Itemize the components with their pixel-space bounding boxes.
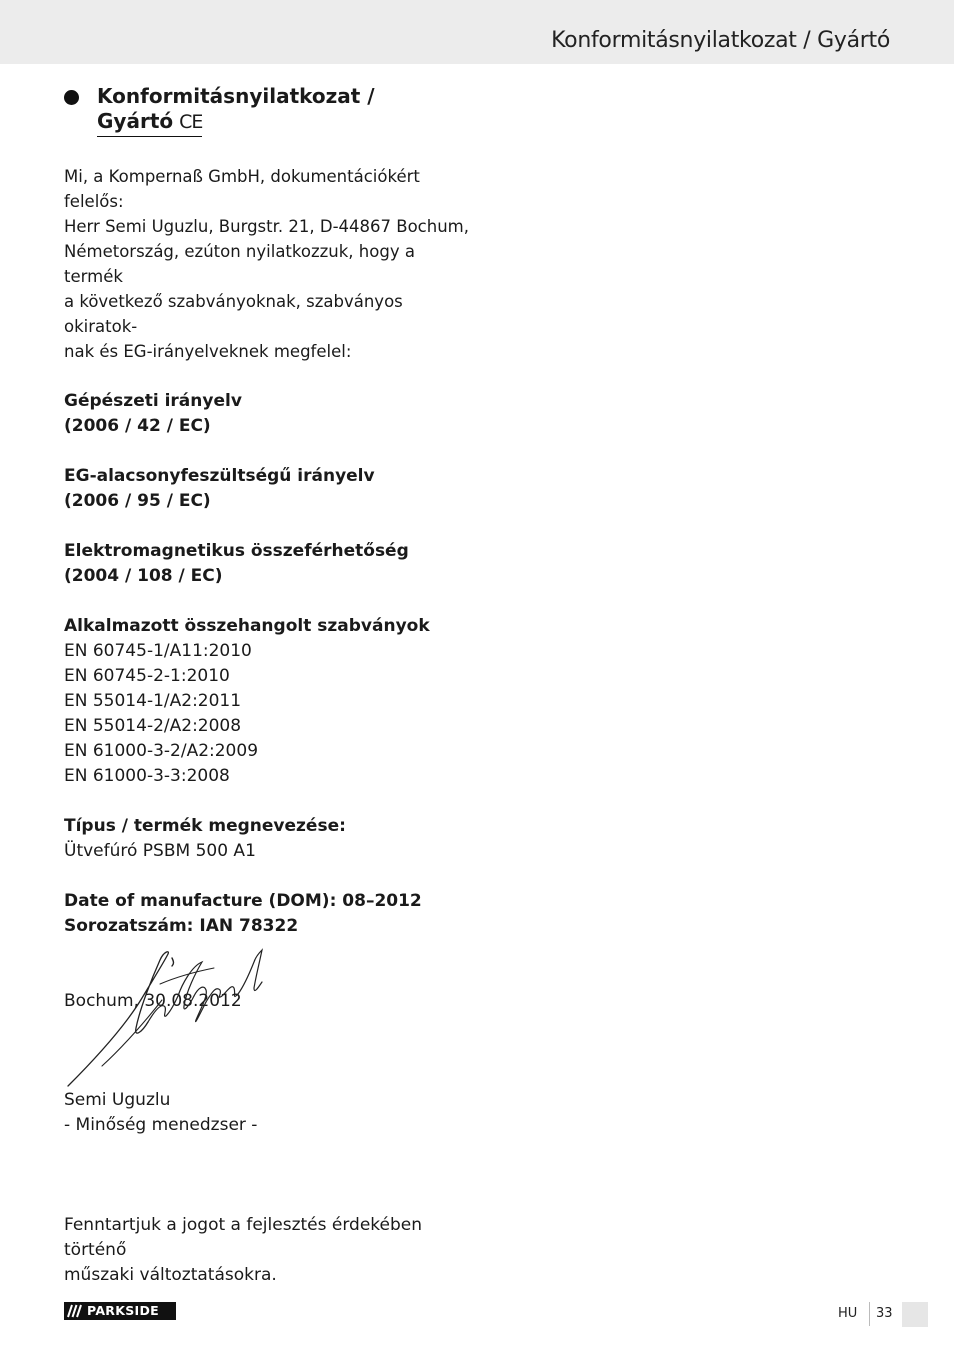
logo-stripes-icon (64, 1302, 86, 1320)
heading-line-2-text: Gyártó (97, 109, 174, 133)
directive-code: (2006 / 95 / EC) (64, 491, 211, 511)
ce-mark-icon: CE (179, 111, 203, 133)
handwritten-signature (64, 948, 269, 1090)
directive-machinery (64, 389, 474, 439)
section-heading (97, 84, 474, 137)
intro-paragraph (64, 164, 474, 364)
footer-note (64, 1213, 484, 1288)
manufacture-date: Date of manufacture (DOM): 08–2012 (64, 891, 422, 911)
intro-line: Mi, a Kompernaß GmbH, dokumentációkért felelős: (64, 167, 420, 211)
footer-note-line: műszaki változtatásokra. (64, 1265, 277, 1285)
heading-line-1: Konformitásnyilatkozat / (97, 84, 375, 108)
parkside-logo (64, 1302, 176, 1320)
product-value: Ütvefúró PSBM 500 A1 (64, 841, 256, 861)
intro-line: nak és EG-irányelveknek megfelel: (64, 342, 352, 361)
manufacture-block (64, 889, 474, 939)
directive-code: (2004 / 108 / EC) (64, 566, 223, 586)
product-label: Típus / termék megnevezése: (64, 816, 346, 836)
standard-item: EN 61000-3-3:2008 (64, 766, 230, 786)
standards-list (64, 614, 474, 789)
standard-item: EN 55014-1/A2:2011 (64, 691, 242, 711)
footer-note-line: Fenntartjuk a jogot a fejlesztés érdekében történő (64, 1215, 423, 1260)
page-number: 33 (876, 1306, 893, 1321)
serial-number: Sorozatszám: IAN 78322 (64, 916, 299, 936)
standard-item: EN 60745-2-1:2010 (64, 666, 230, 686)
logo-text: PARKSIDE (87, 1303, 159, 1318)
heading-line-2 (97, 109, 202, 137)
directive-name: Gépészeti irányelv (64, 391, 242, 411)
page-header-title: Konformitásnyilatkozat / Gyártó (551, 28, 890, 53)
place-date: Bochum, 30.08.2012 (64, 991, 242, 1011)
signatory-block (64, 1088, 257, 1138)
signatory-name: Semi Uguzlu (64, 1090, 171, 1110)
directive-name: Elektromagnetikus összeférhetőség (64, 541, 409, 561)
page-language: HU (838, 1306, 858, 1321)
directive-emc (64, 539, 474, 589)
standard-item: EN 60745-1/A11:2010 (64, 641, 252, 661)
main-content (64, 84, 474, 1014)
intro-line: Herr Semi Uguzlu, Burgstr. 21, D-44867 Bochum, (64, 217, 469, 236)
intro-line: a következő szabványoknak, szabványos okiratok- (64, 292, 403, 336)
bullet-icon (64, 90, 79, 105)
signatory-role: - Minőség menedzser - (64, 1115, 258, 1135)
product-block (64, 814, 474, 864)
standard-item: EN 55014-2/A2:2008 (64, 716, 242, 736)
intro-line: Németország, ezúton nyilatkozzuk, hogy a termék (64, 242, 415, 286)
directive-low-voltage (64, 464, 474, 514)
page-divider (869, 1302, 870, 1326)
directive-name: EG-alacsonyfeszültségű irányelv (64, 466, 375, 486)
page-tab-marker (902, 1302, 928, 1327)
standards-title: Alkalmazott összehangolt szabványok (64, 616, 430, 636)
directive-code: (2006 / 42 / EC) (64, 416, 211, 436)
standard-item: EN 61000-3-2/A2:2009 (64, 741, 259, 761)
